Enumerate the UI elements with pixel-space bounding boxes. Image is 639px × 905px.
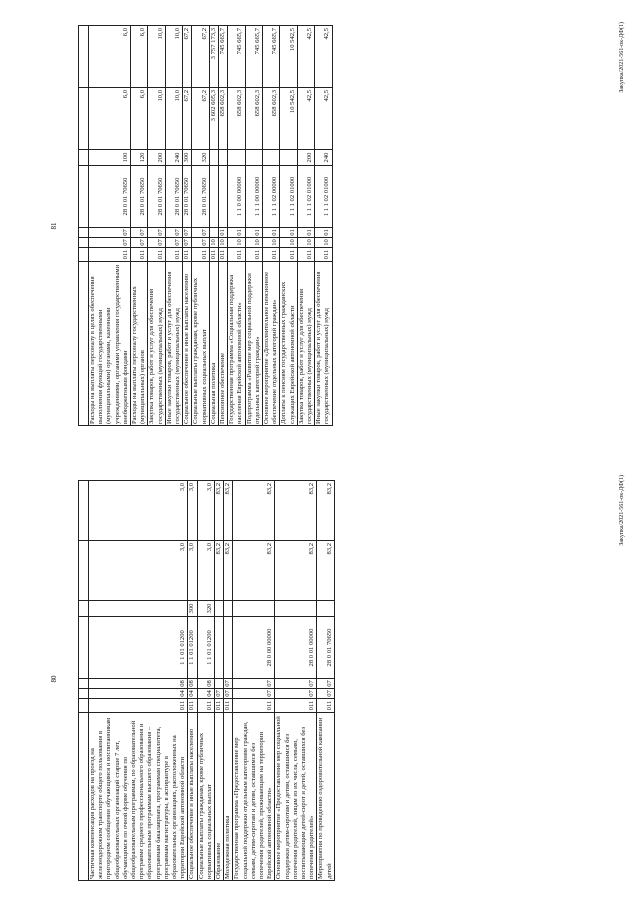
- budget-table: [78, 480, 335, 881]
- table-row: [275, 481, 317, 881]
- code-gr: 011: [183, 248, 192, 262]
- code-rz: 10: [219, 239, 227, 246]
- amount-2022: 658 602,3: [228, 88, 245, 150]
- code-vr: [89, 601, 188, 617]
- code-vr: [245, 150, 262, 166]
- table-row: [297, 26, 314, 426]
- code-rz: 07: [192, 238, 209, 248]
- code-pr: 01: [280, 228, 297, 238]
- row-name: Молодежная политика: [224, 713, 233, 881]
- row-name: Социальное обеспечение и иные выплаты населению: [188, 713, 197, 881]
- code-pr: 07: [275, 679, 317, 689]
- code-pr: 07: [224, 680, 232, 687]
- code-rz: 07: [233, 689, 275, 699]
- amount-2023: 6,0: [89, 26, 131, 88]
- amount-2022: 3,0: [188, 541, 197, 601]
- code-gr: 011: [245, 248, 262, 262]
- code-cs: 1 1 01 01200: [188, 617, 197, 679]
- code-rz: 07: [148, 238, 165, 248]
- code-pr: 01: [315, 228, 332, 238]
- code-pr: 07: [131, 228, 148, 238]
- amount-2022: 3 602 605,3: [209, 88, 218, 150]
- code-gr: 011: [148, 248, 165, 262]
- row-name: Социальные выплаты гражданам, кроме публичных нормативных социальных выплат: [192, 262, 209, 426]
- row-name: Закупка товаров, работ и услуг для обеспечения государственных (муниципальных) нужд: [148, 262, 165, 426]
- left-page: [0, 453, 639, 905]
- row-name: Иные закупки товаров, работ и услуг для обеспечения государственных (муниципальных) нужд: [315, 262, 332, 426]
- code-pr: 07: [148, 228, 165, 238]
- code-rz: 04: [197, 689, 214, 699]
- code-vr: 320: [192, 150, 209, 166]
- amount-2023: 745 665,7: [228, 26, 245, 88]
- amount-2023: 3,0: [89, 481, 188, 541]
- code-vr: 100: [89, 150, 131, 166]
- code-vr: [228, 150, 245, 166]
- code-rz: 07: [89, 238, 131, 248]
- table-row: [197, 481, 214, 881]
- table-row: [219, 26, 228, 426]
- row-name: Расходы на выплаты персоналу государственных (муниципальных) органов: [131, 262, 148, 426]
- amount-2023: 83,2: [233, 481, 275, 541]
- amount-2022: 83,2: [233, 541, 275, 601]
- code-cs: 28 0 01 70650: [192, 166, 209, 228]
- code-rz: 10: [209, 239, 217, 246]
- code-cs: 1 1 1 02 00000: [263, 166, 280, 228]
- code-cs: [224, 617, 233, 679]
- row-name: Государственная программа «Социальная поддержка населения Еврейской автономной области»: [228, 262, 245, 426]
- amount-2023: 3,0: [188, 481, 197, 541]
- code-vr: [209, 150, 218, 166]
- code-vr: [263, 150, 280, 166]
- amount-2023: 42,5: [297, 26, 314, 88]
- row-name: Доплаты к пенсиям государственных гражданских служащих Еврейской автономной области: [280, 262, 297, 426]
- row-name: Подпрограмма «Развитие мер социальной поддержки отдельных категорий граждан»: [245, 262, 262, 426]
- table-row: [224, 481, 233, 881]
- code-pr: 01: [297, 228, 314, 238]
- code-vr: [280, 150, 297, 166]
- table-row: [263, 26, 280, 426]
- code-pr: 07: [317, 679, 334, 689]
- code-rz: 04: [188, 690, 196, 697]
- amount-2023: 83,2: [317, 481, 334, 541]
- code-gr: 011: [215, 699, 224, 713]
- code-vr: 320: [197, 601, 214, 617]
- code-gr: 011: [317, 699, 334, 713]
- code-rz: 07: [165, 238, 182, 248]
- code-cs: 1 1 1 02 01000: [280, 166, 297, 228]
- code-gr: 011: [280, 248, 297, 262]
- code-gr: 011: [192, 248, 209, 262]
- code-gr: 011: [219, 248, 228, 262]
- code-pr: 08: [197, 679, 214, 689]
- code-gr: 011: [131, 248, 148, 262]
- code-cs: 1 1 1 00 00000: [245, 166, 262, 228]
- footer-code: Закупка/2021-561-ок-ДФ(1): [619, 22, 625, 93]
- table-row: [209, 26, 218, 426]
- code-gr: 011: [263, 248, 280, 262]
- table-row: [245, 26, 262, 426]
- code-cs: 28 0 01 70650: [89, 166, 131, 228]
- code-vr: 300: [188, 601, 197, 617]
- amount-2022: 6,0: [89, 88, 131, 150]
- page-number: 81: [50, 222, 58, 230]
- code-pr: 07: [233, 679, 275, 689]
- amount-2023: 3,0: [197, 481, 214, 541]
- table-row: [192, 26, 209, 426]
- row-name: Иные закупки товаров, работ и услуг для обеспечения государственных (муниципальных) нужд: [165, 262, 182, 426]
- code-cs: 1 1 01 01200: [197, 617, 214, 679]
- code-vr: 240: [315, 150, 332, 166]
- code-pr: 01: [245, 228, 262, 238]
- code-gr: 011: [224, 699, 233, 713]
- code-cs: 28 0 01 70650: [165, 166, 182, 228]
- table-row: [148, 26, 165, 426]
- code-rz: 10: [297, 238, 314, 248]
- code-pr: 01: [228, 228, 245, 238]
- code-gr: 011: [233, 699, 275, 713]
- amount-2023: 6,0: [131, 26, 148, 88]
- amount-2022: 3,0: [89, 541, 188, 601]
- code-cs: 28 0 01 70650: [317, 617, 334, 679]
- code-pr: 07: [183, 229, 191, 236]
- amount-2022: 658 602,3: [219, 88, 228, 150]
- row-name: Государственная программа «Предоставление мер социальной поддержки отдельным категориям граждан, семьям, детям-сиротам и детям, оставшимся без попечения родителей, проживающим на территории Еврейской автономной области»: [233, 713, 275, 881]
- row-name: Мероприятия по проведению оздоровительной кампании детей: [317, 713, 334, 881]
- code-rz: 10: [280, 238, 297, 248]
- code-cs: 1 1 1 02 01000: [297, 166, 314, 228]
- code-cs: 1 1 1 02 01000: [315, 166, 332, 228]
- row-name: Социальные выплаты гражданам, кроме публичных нормативных социальных выплат: [197, 713, 214, 881]
- code-rz: 10: [263, 238, 280, 248]
- code-pr: [209, 228, 218, 238]
- amount-2023: 3 757 173,3: [209, 26, 218, 88]
- page-number: 80: [50, 675, 58, 683]
- table-row: [215, 481, 224, 881]
- code-rz: 10: [228, 238, 245, 248]
- code-gr: 011: [297, 248, 314, 262]
- table-row: [233, 481, 275, 881]
- code-cs: [219, 166, 228, 228]
- code-vr: 200: [297, 150, 314, 166]
- amount-2023: 745 665,7: [245, 26, 262, 88]
- amount-2023: 83,2: [275, 481, 317, 541]
- code-vr: [224, 601, 233, 617]
- code-gr: 011: [89, 248, 131, 262]
- code-pr: 08: [89, 679, 188, 689]
- amount-2022: 658 602,3: [263, 88, 280, 150]
- amount-2022: 67,2: [183, 88, 192, 150]
- code-pr: 08: [188, 680, 196, 687]
- table-row: [188, 481, 197, 881]
- footer-code: Закупка/2021-561-ок-ДФ(1): [619, 475, 625, 546]
- amount-2023: 42,5: [315, 26, 332, 88]
- code-gr: 011: [315, 248, 332, 262]
- amount-2023: 745 665,7: [263, 26, 280, 88]
- amount-2022: 658 602,3: [245, 88, 262, 150]
- code-vr: 300: [183, 150, 192, 166]
- code-rz: 04: [89, 689, 188, 699]
- code-rz: 10: [245, 238, 262, 248]
- amount-2022: 10,0: [148, 88, 165, 150]
- code-pr: 07: [192, 228, 209, 238]
- code-rz: 10: [315, 238, 332, 248]
- row-name: Образование: [215, 713, 224, 881]
- row-name: Социальная политика: [209, 262, 218, 426]
- code-gr: 011: [197, 699, 214, 713]
- amount-2022: 3,0: [197, 541, 214, 601]
- amount-2022: 6,0: [131, 88, 148, 150]
- row-name: Частичная компенсация расходов на проезд на железнодорожном транспорте общего пользования в пригородном сообщении обучающимся и воспитанникам общеобразовательных организаций старше 7 лет, обучающимся по очной форме обучения по общеобразовательным программам, по образовательной программе среднего профессионального образования и образовательным программам высшего образования – программам бакалавриата, программам специалитета, программам магистратуры, в аспирантуре в образовательных организациях, расположенных на территории Еврейской автономной области: [89, 713, 188, 881]
- table-row: [228, 26, 245, 426]
- row-name: Основное мероприятие «Дополнительное пенсионное обеспечение отдельных категорий граждан»: [263, 262, 280, 426]
- amount-2022: 67,2: [192, 88, 209, 150]
- code-cs: 1 1 0 00 00000: [228, 166, 245, 228]
- code-cs: [209, 166, 218, 228]
- code-vr: 120: [131, 150, 148, 166]
- code-gr: 011: [89, 699, 188, 713]
- amount-2022: 83,2: [317, 541, 334, 601]
- amount-2022: 83,2: [275, 541, 317, 601]
- table-row: [89, 481, 188, 881]
- code-gr: 011: [275, 699, 317, 713]
- code-rz: 07: [317, 689, 334, 699]
- amount-2023: 67,2: [192, 26, 209, 88]
- code-cs: 28 0 01 70650: [183, 166, 192, 228]
- budget-table: [78, 25, 333, 426]
- code-pr: 01: [219, 229, 227, 236]
- code-gr: 011: [188, 699, 197, 713]
- amount-2022: 10,0: [165, 88, 182, 150]
- row-name: Расходы на выплаты персоналу в целях обеспечения выполнения функций государственными (муниципальными) органами, казенными учреждениями, органами управления государственными внебюджетными фондами: [89, 262, 131, 426]
- amount-2023: 83,2: [224, 481, 233, 541]
- code-vr: 200: [148, 150, 165, 166]
- code-rz: 07: [183, 239, 191, 246]
- code-pr: 07: [165, 228, 182, 238]
- code-cs: [215, 617, 224, 679]
- code-vr: [215, 601, 224, 617]
- code-cs: 28 0 01 70650: [148, 166, 165, 228]
- row-name: Закупка товаров, работ и услуг для обеспечения государственных (муниципальных) нужд: [297, 262, 314, 426]
- code-vr: [219, 150, 228, 166]
- amount-2023: 67,2: [183, 26, 192, 88]
- code-pr: 01: [263, 228, 280, 238]
- table-row: [315, 26, 332, 426]
- table-row: [280, 26, 297, 426]
- amount-2023: 745 665,7: [219, 26, 228, 88]
- amount-2023: 83,2: [215, 481, 224, 541]
- code-cs: 28 0 01 00000: [275, 617, 317, 679]
- right-page: [0, 0, 639, 452]
- code-cs: 1 1 01 01200: [89, 617, 188, 679]
- code-gr: 011: [165, 248, 182, 262]
- code-cs: 28 0 01 70650: [131, 166, 148, 228]
- code-pr: 07: [89, 228, 131, 238]
- code-rz: 07: [275, 689, 317, 699]
- code-gr: 011: [209, 248, 218, 262]
- code-gr: 011: [228, 248, 245, 262]
- amount-2023: 10,0: [148, 26, 165, 88]
- code-cs: 28 0 00 00000: [233, 617, 275, 679]
- amount-2022: 42,5: [315, 88, 332, 150]
- code-rz: 07: [215, 690, 223, 697]
- table-row: [131, 26, 148, 426]
- code-pr: [215, 679, 224, 689]
- code-rz: 07: [224, 690, 232, 697]
- amount-2023: 10,0: [165, 26, 182, 88]
- code-vr: [275, 601, 317, 617]
- code-rz: 07: [131, 238, 148, 248]
- amount-2023: 10 542,5: [280, 26, 297, 88]
- table-row: [183, 26, 192, 426]
- amount-2022: 10 542,5: [280, 88, 297, 150]
- table-row: [317, 481, 334, 881]
- code-vr: [317, 601, 334, 617]
- code-vr: 240: [165, 150, 182, 166]
- amount-2022: 83,2: [224, 541, 233, 601]
- amount-2022: 42,5: [297, 88, 314, 150]
- amount-2022: 83,2: [215, 541, 224, 601]
- row-name: Основное мероприятие «Предоставление мер социальной поддержки детям-сиротам и детям, оставшимся без попечения родителей, лицам из их числа, семьям, воспитывающим детей-сирот и детей, оставшихся без попечения родителей»: [275, 713, 317, 881]
- code-vr: [233, 601, 275, 617]
- table-row: [165, 26, 182, 426]
- row-name: Социальное обеспечение и иные выплаты населению: [183, 262, 192, 426]
- table-row: [89, 26, 131, 426]
- row-name: Пенсионное обеспечение: [219, 262, 228, 426]
